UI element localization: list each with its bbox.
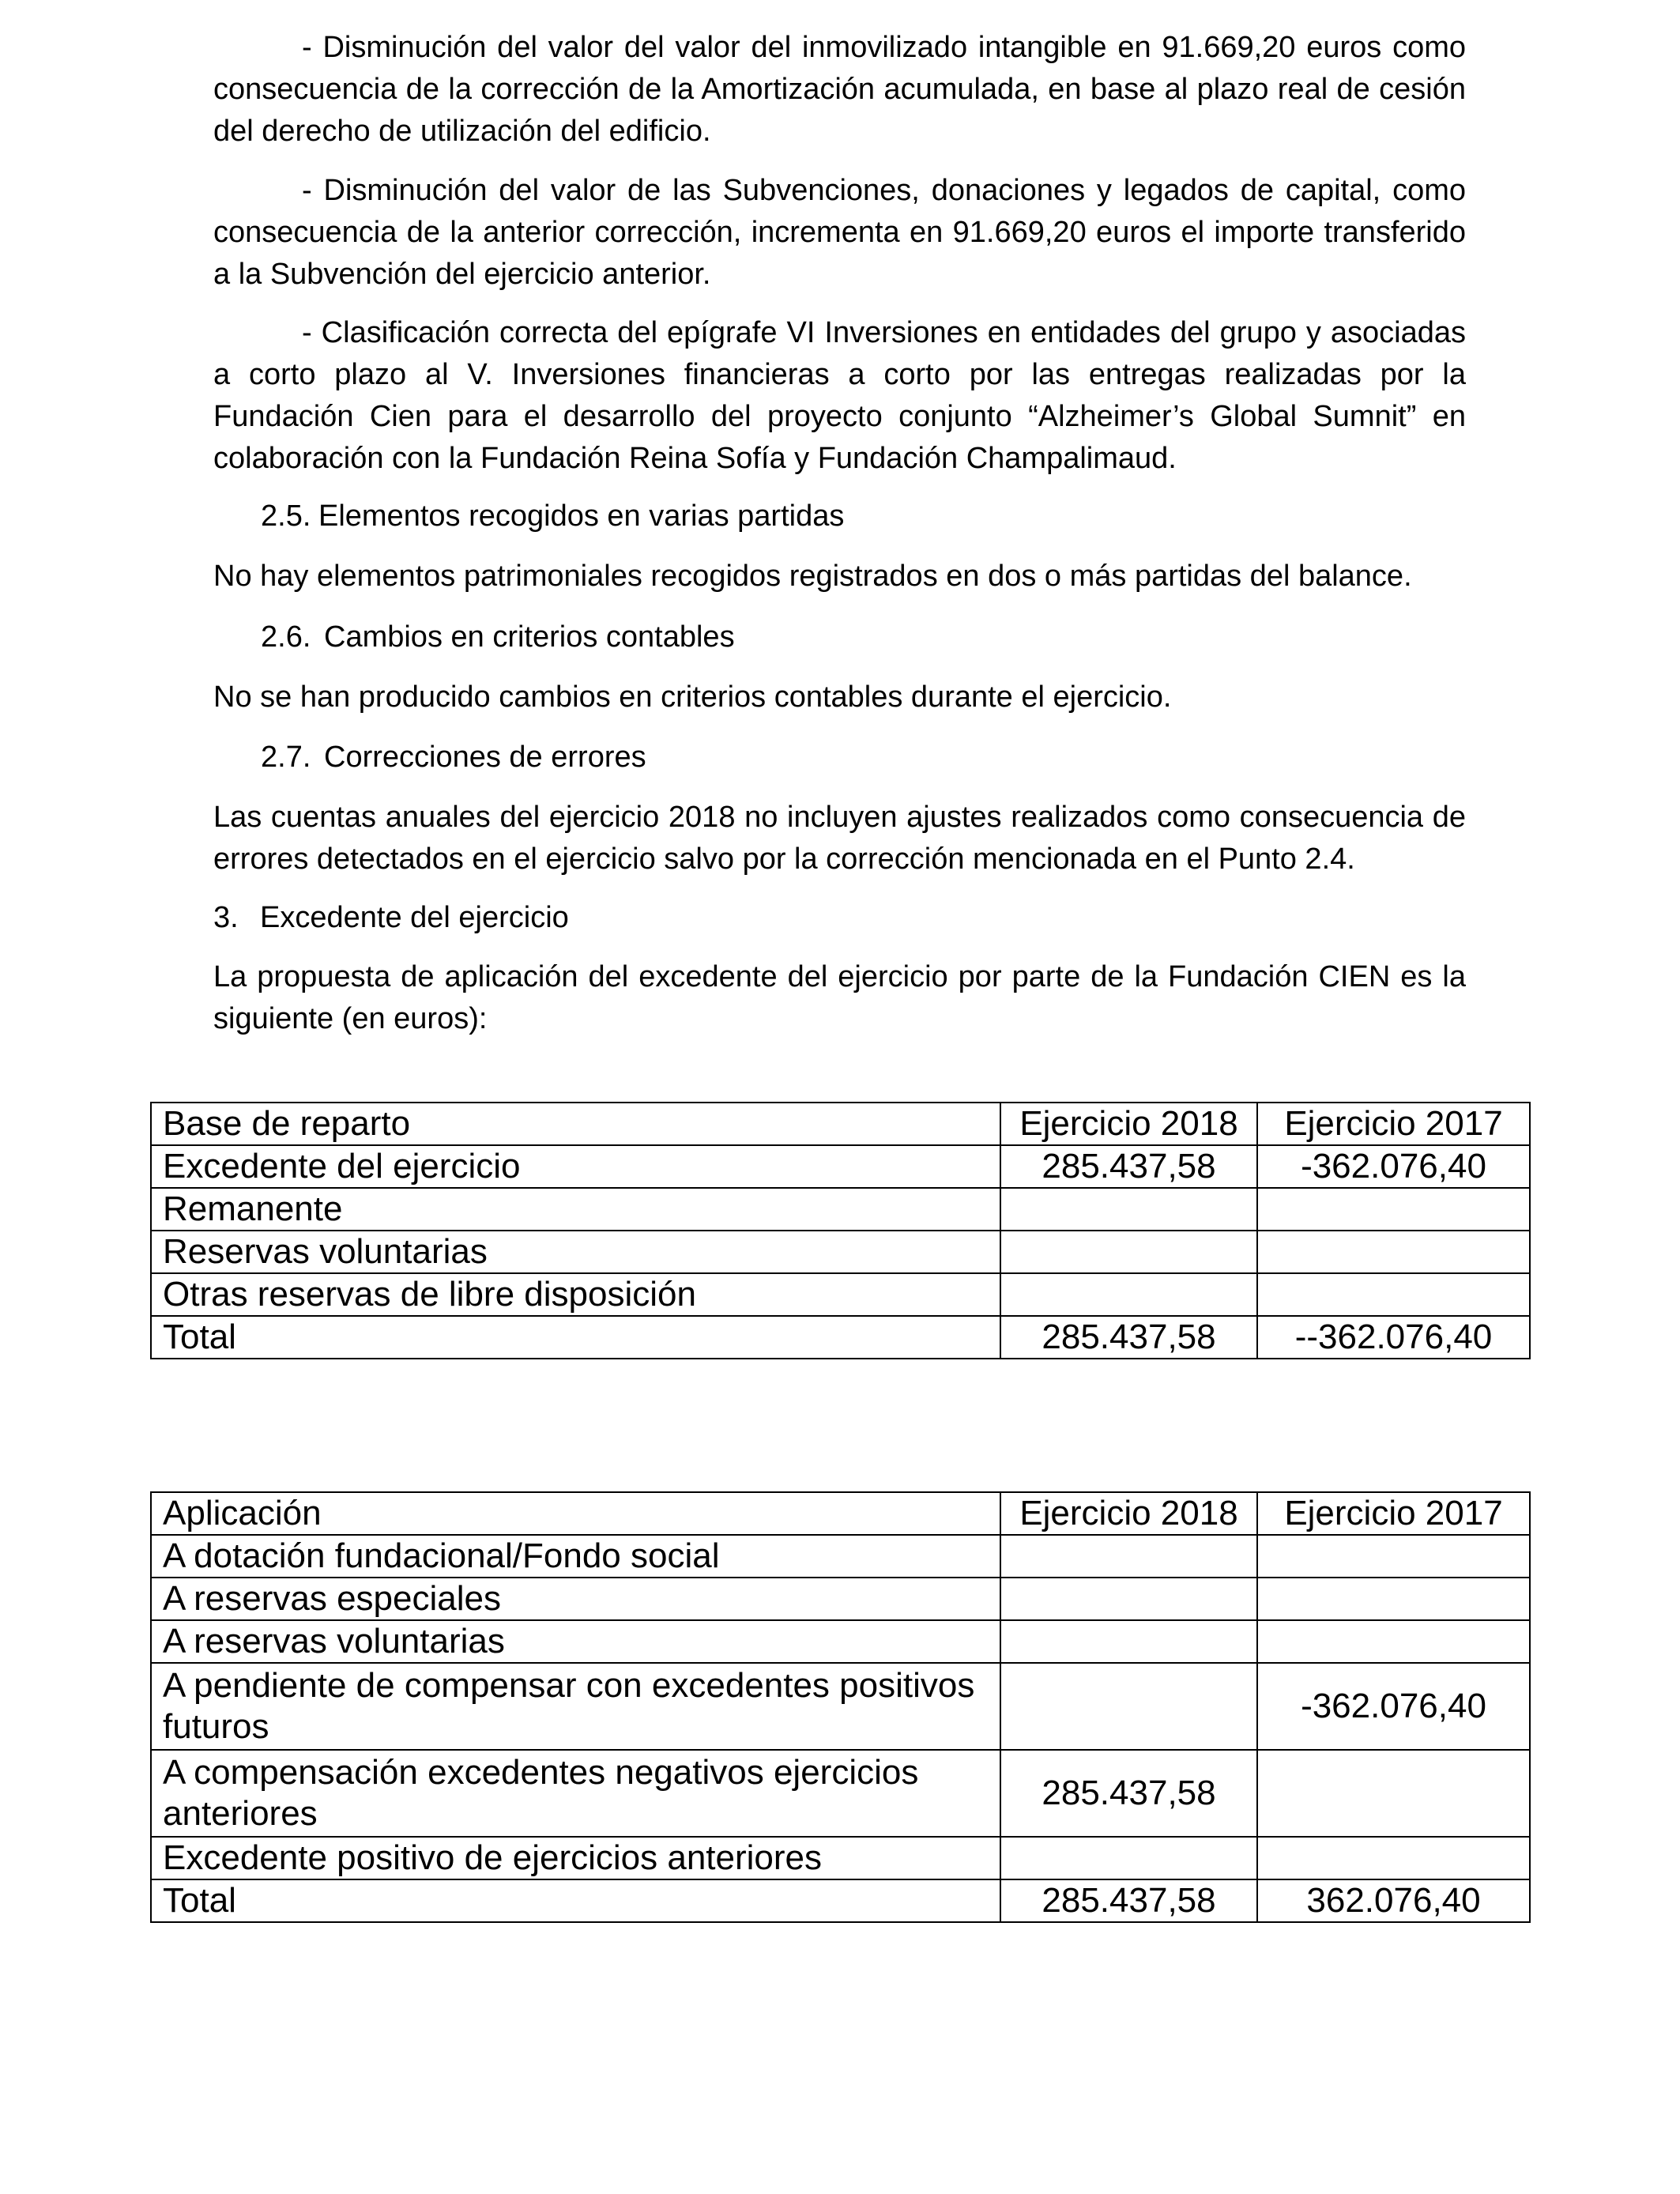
table-row bbox=[151, 1578, 1530, 1620]
section-number: 3. bbox=[213, 901, 239, 934]
value-2017 bbox=[1257, 1535, 1530, 1578]
section-heading-2-7 bbox=[261, 737, 646, 778]
section-body-3: La propuesta de aplicación del excedente del ejercicio por parte de la Fundación CIEN es la siguiente (en euros): bbox=[213, 960, 1466, 1035]
row-label: A pendiente de compensar con excedentes positivos futuros bbox=[151, 1663, 1000, 1750]
base-reparto-table bbox=[150, 1102, 1531, 1359]
value-2017 bbox=[1257, 1231, 1530, 1273]
section-number: 2.5. bbox=[261, 499, 311, 533]
section-heading-2-5 bbox=[261, 496, 844, 537]
table-row bbox=[151, 1750, 1530, 1837]
table-total-row bbox=[151, 1316, 1530, 1359]
table-row bbox=[151, 1188, 1530, 1231]
value-2017: -362.076,40 bbox=[1257, 1663, 1530, 1750]
header-cell: Ejercicio 2017 bbox=[1257, 1492, 1530, 1535]
value-2018 bbox=[1000, 1188, 1257, 1231]
row-label: Remanente bbox=[151, 1188, 1000, 1231]
row-label: Total bbox=[151, 1879, 1000, 1922]
section-body-2-6: No se han producido cambios en criterios contables durante el ejercicio. bbox=[213, 680, 1172, 714]
value-2018 bbox=[1000, 1231, 1257, 1273]
value-2018 bbox=[1000, 1578, 1257, 1620]
paragraph-text: - Disminución del valor de las Subvenciones, donaciones y legados de capital, como consecuencia de la anterior corrección, incrementa en 91.669,20 euros el importe transferido a la Subvención del ejercicio anterior. bbox=[213, 174, 1466, 291]
paragraph-intangible bbox=[213, 27, 1466, 153]
header-cell: Base de reparto bbox=[151, 1103, 1000, 1145]
row-label: Reservas voluntarias bbox=[151, 1231, 1000, 1273]
header-cell: Ejercicio 2018 bbox=[1000, 1103, 1257, 1145]
row-label: A compensación excedentes negativos ejercicios anteriores bbox=[151, 1750, 1000, 1837]
table-row bbox=[151, 1535, 1530, 1578]
value-2017: -362.076,40 bbox=[1257, 1145, 1530, 1188]
section-heading-3 bbox=[213, 897, 569, 939]
header-cell: Ejercicio 2017 bbox=[1257, 1103, 1530, 1145]
section-title: Cambios en criterios contables bbox=[324, 620, 735, 654]
header-cell: Aplicación bbox=[151, 1492, 1000, 1535]
value-2018 bbox=[1000, 1837, 1257, 1879]
row-label: A reservas voluntarias bbox=[151, 1620, 1000, 1663]
value-2017: 362.076,40 bbox=[1257, 1879, 1530, 1922]
table-row bbox=[151, 1273, 1530, 1316]
paragraph-text: - Disminución del valor del valor del inmovilizado intangible en 91.669,20 euros como consecuencia de la corrección de la Amortización acumulada, en base al plazo real de cesión del derecho de utilización del edificio. bbox=[213, 31, 1466, 148]
row-label: Otras reservas de libre disposición bbox=[151, 1273, 1000, 1316]
table-row bbox=[151, 1663, 1530, 1750]
table-total-row bbox=[151, 1879, 1530, 1922]
table-row bbox=[151, 1231, 1530, 1273]
row-label: Excedente positivo de ejercicios anteriores bbox=[151, 1837, 1000, 1879]
section-body-2-5: No hay elementos patrimoniales recogidos registrados en dos o más partidas del balance. bbox=[213, 560, 1412, 593]
paragraph-text: - Clasificación correcta del epígrafe VI Inversiones en entidades del grupo y asociadas a corto plazo al V. Inversiones financieras a corto por las entregas realizadas por la Fundación Cien para el desarrollo del proyecto conjunto “Alzheimer’s Global Sumnit” en colaboración con la Fundación Reina Sofía y Fundación Champalimaud. bbox=[213, 316, 1466, 475]
section-number: 2.7. bbox=[261, 741, 311, 774]
section-title: Correcciones de errores bbox=[324, 741, 646, 774]
value-2017 bbox=[1257, 1578, 1530, 1620]
table-row bbox=[151, 1620, 1530, 1663]
header-cell: Ejercicio 2018 bbox=[1000, 1492, 1257, 1535]
value-2018 bbox=[1000, 1620, 1257, 1663]
aplicacion-table bbox=[150, 1491, 1531, 1923]
value-2018 bbox=[1000, 1535, 1257, 1578]
row-label: Excedente del ejercicio bbox=[151, 1145, 1000, 1188]
row-label: A reservas especiales bbox=[151, 1578, 1000, 1620]
value-2018 bbox=[1000, 1663, 1257, 1750]
value-2017 bbox=[1257, 1188, 1530, 1231]
value-2017 bbox=[1257, 1273, 1530, 1316]
value-2018: 285.437,58 bbox=[1000, 1316, 1257, 1359]
section-title: Excedente del ejercicio bbox=[260, 901, 569, 934]
value-2018 bbox=[1000, 1273, 1257, 1316]
table-row bbox=[151, 1837, 1530, 1879]
value-2017: --362.076,40 bbox=[1257, 1316, 1530, 1359]
section-title: Elementos recogidos en varias partidas bbox=[318, 499, 845, 533]
table-row bbox=[151, 1145, 1530, 1188]
value-2018: 285.437,58 bbox=[1000, 1879, 1257, 1922]
value-2018: 285.437,58 bbox=[1000, 1750, 1257, 1837]
paragraph-subvenciones bbox=[213, 170, 1466, 296]
row-label: Total bbox=[151, 1316, 1000, 1359]
table-header-row bbox=[151, 1103, 1530, 1145]
value-2017 bbox=[1257, 1837, 1530, 1879]
value-2017 bbox=[1257, 1750, 1530, 1837]
section-body-2-7: Las cuentas anuales del ejercicio 2018 no incluyen ajustes realizados como consecuencia de errores detectados en el ejercicio salvo por la corrección mencionada en el Punto 2.4. bbox=[213, 801, 1466, 876]
value-2017 bbox=[1257, 1620, 1530, 1663]
section-number: 2.6. bbox=[261, 620, 311, 654]
value-2018: 285.437,58 bbox=[1000, 1145, 1257, 1188]
row-label: A dotación fundacional/Fondo social bbox=[151, 1535, 1000, 1578]
table-header-row bbox=[151, 1492, 1530, 1535]
paragraph-clasificacion bbox=[213, 312, 1466, 480]
section-heading-2-6 bbox=[261, 616, 735, 658]
